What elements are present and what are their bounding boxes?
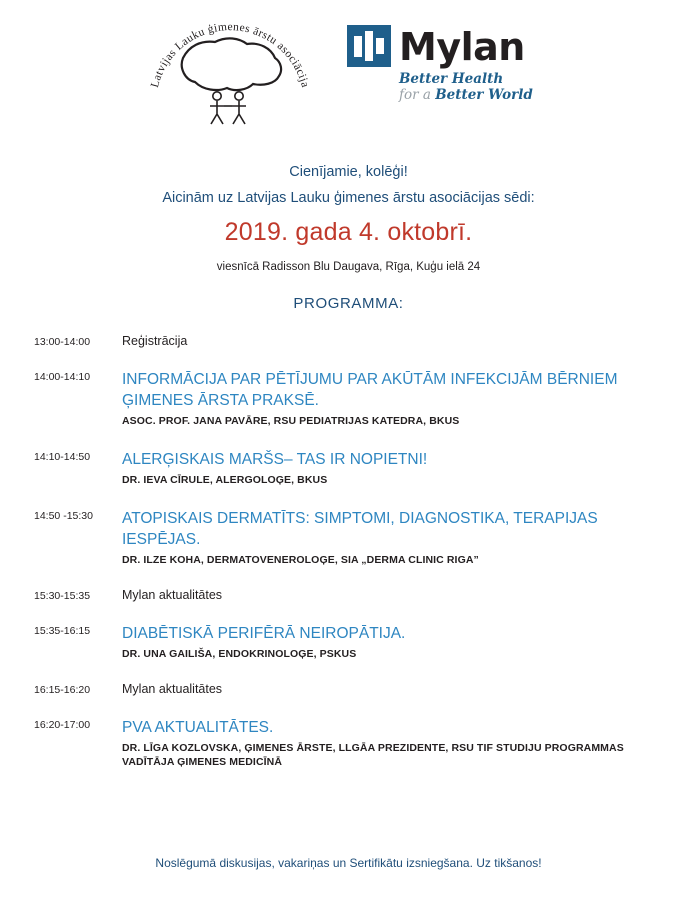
programme-item: [34, 369, 663, 428]
programme-item-detail: [122, 334, 663, 348]
programme-item-detail: [122, 588, 663, 602]
programme-item: [34, 717, 663, 769]
programme-list: [0, 334, 697, 769]
programme-item-title: ALERĢISKAIS MARŠS– TAS IR NOPIETNI!: [122, 451, 428, 468]
programme-item-time: 14:50 -15:30: [34, 510, 93, 522]
programme-item-title: DIABĒTISKĀ PERIFĒRĀ NEIROPĀTIJA.: [122, 625, 406, 642]
programme-item-detail: [122, 623, 663, 661]
programme-item: [34, 623, 663, 661]
mylan-name: Mylan: [399, 25, 525, 69]
mylan-tagline-line2-prefix: for a: [399, 87, 436, 103]
programme-item-time: 15:30-15:35: [34, 590, 91, 602]
invitation-intro: [0, 164, 697, 312]
programme-item: [34, 449, 663, 487]
programme-item-speaker: DR. ILZE KOHA, DERMATOVENEROLOĢE, SIA „DERMA CLINIC RIGA”: [122, 554, 479, 566]
programme-item-title: ATOPISKAIS DERMATĪTS: SIMPTOMI, DIAGNOSTIKA, TERAPIJAS IESPĒJAS.: [122, 510, 598, 548]
programme-item-detail: [122, 508, 663, 567]
programme-item-time: 13:00-14:00: [34, 336, 91, 348]
programme-item: [34, 588, 663, 602]
document-header: [0, 0, 697, 130]
programme-item-speaker: DR. IEVA CĪRULE, ALERGOLOĢE, BKUS: [122, 474, 328, 486]
programme-item-title: Mylan aktualitātes: [122, 682, 223, 696]
programme-item: [34, 334, 663, 348]
greeting-text: Cienījamie, kolēģi!: [289, 164, 408, 180]
programme-item: [34, 682, 663, 696]
event-date: 2019. gada 4. oktobrī.: [224, 218, 473, 246]
latvia-map-outline: [182, 38, 281, 90]
programme-item: [34, 508, 663, 567]
mylan-wordmark: [347, 25, 562, 67]
programme-item-time: 14:00-14:10: [34, 371, 91, 383]
programme-item-time: 14:10-14:50: [34, 451, 91, 463]
programme-item-speaker: DR. LĪGA KOZLOVSKA, ĢIMENES ĀRSTE, LLGĀA PREZIDENTE, RSU TIF STUDIJU PROGRAMMAS VADĪTĀJA ĢIMENES MEDICĪNĀ: [122, 742, 624, 768]
mylan-tagline-line2-suffix: Better World: [435, 87, 533, 103]
programme-item-title: Reģistrācija: [122, 334, 188, 348]
programme-item-detail: [122, 682, 663, 696]
mylan-logo: [347, 25, 562, 125]
invitation-text: Aicinām uz Latvijas Lauku ģimenes ārstu asociācijas sēdi:: [162, 190, 535, 206]
mylan-tagline: [399, 71, 562, 103]
programme-item-time: 16:15-16:20: [34, 684, 91, 696]
programme-item-time: 15:35-16:15: [34, 625, 91, 637]
programme-item-detail: [122, 369, 663, 428]
llgaa-logo: [135, 14, 325, 136]
programme-item-title: PVA AKTUALITĀTES.: [122, 719, 274, 736]
programme-item-detail: [122, 717, 663, 769]
llgaa-logo-text: Latvijas Lauku ģimenes ārstu asociācija: [148, 21, 312, 89]
programme-item-speaker: ASOC. PROF. JANA PAVĀRE, RSU PEDIATRIJAS KATEDRA, BKUS: [122, 415, 460, 427]
closing-note: Noslēgumā diskusijas, vakariņas un Sertifikātu izsniegšana. Uz tikšanos!: [155, 856, 542, 870]
programme-heading: PROGRAMMA:: [293, 295, 404, 312]
programme-item-detail: [122, 449, 663, 487]
programme-item-title: INFORMĀCIJA PAR PĒTĪJUMU PAR AKŪTĀM INFEKCIJĀM BĒRNIEM ĢIMENES ĀRSTA PRAKSĒ.: [122, 371, 618, 409]
mylan-tagline-line1: Better Health: [399, 71, 504, 87]
event-venue: viesnīcā Radisson Blu Daugava, Rīga, Kuģu ielā 24: [216, 261, 481, 273]
programme-item-time: 16:20-17:00: [34, 719, 91, 731]
svg-text:Latvijas Lauku ģimenes ārstu a: [149, 21, 311, 89]
programme-item-speaker: DR. UNA GAILIŠA, ENDOKRINOLOĢE, PSKUS: [122, 648, 357, 660]
programme-item-title: Mylan aktualitātes: [122, 588, 223, 602]
mylan-bars-icon: [347, 25, 391, 67]
